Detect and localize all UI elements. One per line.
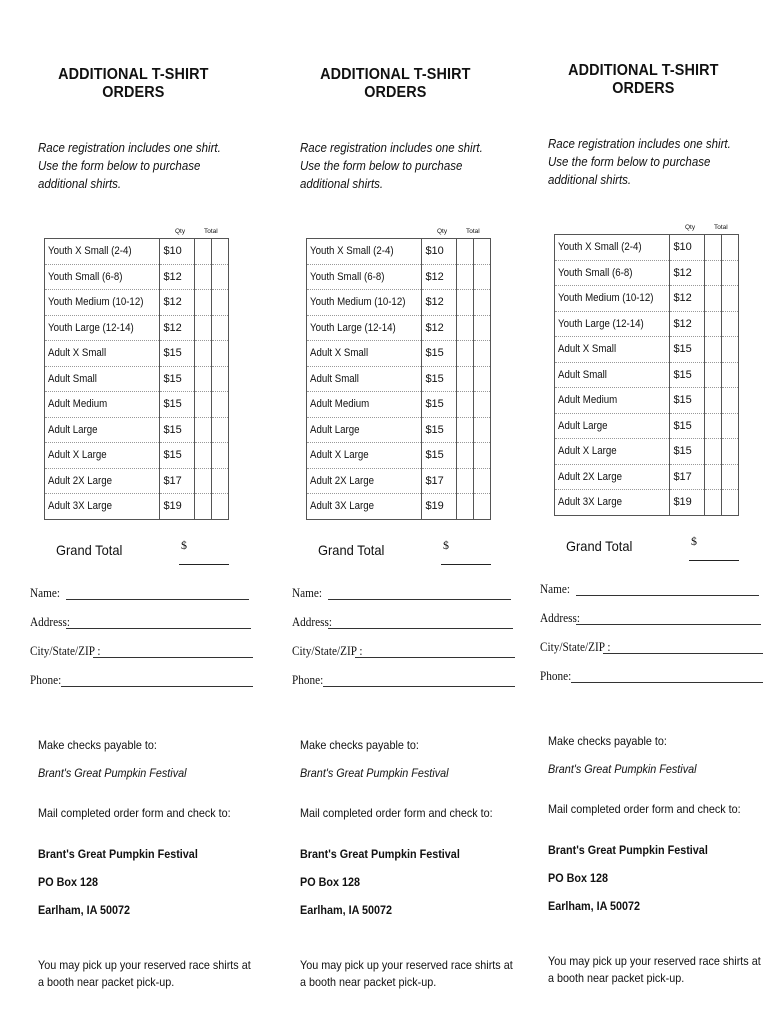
size-label: Adult Large bbox=[558, 419, 608, 432]
mail-to-label: Mail completed order form and check to: bbox=[38, 805, 231, 820]
total-input-cell[interactable] bbox=[473, 417, 490, 443]
grand-total-currency: $ bbox=[691, 533, 697, 548]
size-label: Youth X Small (2-4) bbox=[310, 245, 394, 258]
qty-input-cell[interactable] bbox=[194, 417, 211, 443]
intro-text: Race registration includes one shirt. Use the form below to purchase additional shirts. bbox=[38, 141, 221, 191]
grand-total-currency: $ bbox=[181, 537, 187, 552]
price-cell: $15 bbox=[670, 388, 704, 414]
table-row bbox=[45, 341, 229, 367]
checks-payable-label: Make checks payable to: bbox=[300, 737, 419, 752]
mail-address-line-2: PO Box 128 bbox=[548, 870, 609, 885]
total-input-cell[interactable] bbox=[721, 311, 738, 337]
grand-total-input-line[interactable] bbox=[441, 564, 491, 565]
phone-input-line[interactable] bbox=[61, 686, 253, 687]
price-cell: $12 bbox=[160, 315, 194, 341]
address-input-line[interactable] bbox=[576, 624, 761, 625]
price-cell: $19 bbox=[160, 494, 194, 520]
total-input-cell[interactable] bbox=[211, 392, 228, 418]
phone-label: Phone: bbox=[30, 672, 62, 687]
price-cell: $15 bbox=[422, 366, 456, 392]
table-row bbox=[45, 468, 229, 494]
size-price-table bbox=[554, 234, 739, 516]
grand-total-input-line[interactable] bbox=[689, 560, 739, 561]
price-cell: $10 bbox=[670, 235, 704, 261]
price-cell: $15 bbox=[160, 392, 194, 418]
total-input-cell[interactable] bbox=[721, 464, 738, 490]
price-cell: $15 bbox=[422, 392, 456, 418]
table-row bbox=[555, 337, 739, 363]
total-input-cell[interactable] bbox=[211, 417, 228, 443]
qty-input-cell[interactable] bbox=[456, 264, 473, 290]
total-input-cell[interactable] bbox=[721, 260, 738, 286]
grand-total-label: Grand Total bbox=[566, 537, 633, 554]
table-row bbox=[555, 464, 739, 490]
size-label: Youth X Small (2-4) bbox=[48, 245, 132, 258]
size-cell bbox=[45, 494, 160, 520]
mail-address-line-3: Earlham, IA 50072 bbox=[300, 902, 393, 917]
price-cell: $15 bbox=[422, 341, 456, 367]
table-row bbox=[555, 286, 739, 312]
size-label: Adult 3X Large bbox=[48, 500, 113, 513]
total-input-cell[interactable] bbox=[473, 392, 490, 418]
grand-total-currency: $ bbox=[443, 537, 449, 552]
size-label: Adult Medium bbox=[48, 398, 108, 411]
qty-column-header: Qty bbox=[175, 228, 186, 235]
size-cell bbox=[555, 439, 670, 465]
price-cell: $17 bbox=[422, 468, 456, 494]
size-cell bbox=[307, 468, 422, 494]
total-input-cell[interactable] bbox=[473, 341, 490, 367]
size-cell bbox=[307, 366, 422, 392]
size-label: Youth X Small (2-4) bbox=[558, 241, 642, 254]
qty-input-cell[interactable] bbox=[456, 417, 473, 443]
qty-input-cell[interactable] bbox=[456, 468, 473, 494]
size-cell bbox=[45, 392, 160, 418]
payee-name: Brant's Great Pumpkin Festival bbox=[38, 765, 187, 780]
price-cell: $15 bbox=[160, 366, 194, 392]
qty-input-cell[interactable] bbox=[456, 392, 473, 418]
size-label: Adult 2X Large bbox=[558, 470, 623, 483]
price-cell: $12 bbox=[422, 315, 456, 341]
qty-input-cell[interactable] bbox=[704, 311, 721, 337]
name-input-line[interactable] bbox=[328, 599, 511, 600]
price-cell: $15 bbox=[160, 443, 194, 469]
size-cell bbox=[555, 235, 670, 261]
mail-to-label: Mail completed order form and check to: bbox=[548, 801, 741, 816]
size-label: Adult 3X Large bbox=[558, 496, 623, 509]
checks-payable-label: Make checks payable to: bbox=[38, 737, 157, 752]
price-cell: $15 bbox=[670, 337, 704, 363]
size-cell bbox=[45, 290, 160, 316]
total-input-cell[interactable] bbox=[211, 315, 228, 341]
size-cell bbox=[45, 468, 160, 494]
size-label: Youth Small (6-8) bbox=[48, 270, 123, 283]
total-input-cell[interactable] bbox=[721, 337, 738, 363]
total-input-cell[interactable] bbox=[721, 490, 738, 516]
total-column-header: Total bbox=[714, 224, 728, 231]
size-cell bbox=[45, 264, 160, 290]
payment-info bbox=[548, 734, 770, 987]
total-input-cell[interactable] bbox=[721, 413, 738, 439]
city-state-zip-label: City/State/ZIP : bbox=[292, 643, 363, 658]
contact-fields bbox=[292, 580, 535, 696]
price-cell: $17 bbox=[670, 464, 704, 490]
table-row bbox=[307, 290, 491, 316]
size-label: Adult Medium bbox=[558, 394, 618, 407]
table-row bbox=[555, 439, 739, 465]
form-title: ADDITIONAL T-SHIRT ORDERS bbox=[568, 62, 719, 97]
address-field bbox=[30, 609, 273, 638]
table-row bbox=[307, 494, 491, 520]
table-row bbox=[45, 239, 229, 265]
contact-fields bbox=[540, 576, 770, 692]
payee-name: Brant's Great Pumpkin Festival bbox=[548, 761, 697, 776]
order-form-panel-3 bbox=[540, 62, 770, 987]
city-state-zip-input-line[interactable] bbox=[355, 657, 515, 658]
size-cell bbox=[555, 286, 670, 312]
size-cell bbox=[555, 413, 670, 439]
phone-label: Phone: bbox=[292, 672, 324, 687]
table-row bbox=[555, 260, 739, 286]
intro-text: Race registration includes one shirt. Use the form below to purchase additional shirts. bbox=[548, 137, 731, 187]
total-input-cell[interactable] bbox=[721, 388, 738, 414]
table-row bbox=[307, 468, 491, 494]
size-label: Youth Large (12-14) bbox=[558, 317, 644, 330]
total-input-cell[interactable] bbox=[211, 239, 228, 265]
table-header bbox=[38, 224, 273, 238]
name-label: Name: bbox=[540, 581, 570, 596]
name-field bbox=[30, 580, 273, 609]
price-cell: $17 bbox=[160, 468, 194, 494]
table-row bbox=[45, 315, 229, 341]
payee-name: Brant's Great Pumpkin Festival bbox=[300, 765, 449, 780]
name-input-line[interactable] bbox=[66, 599, 249, 600]
pickup-note: You may pick up your reserved race shirts at a booth near packet pick-up. bbox=[300, 957, 513, 989]
qty-column-header: Qty bbox=[437, 228, 448, 235]
qty-input-cell[interactable] bbox=[704, 337, 721, 363]
form-title: ADDITIONAL T-SHIRT ORDERS bbox=[320, 66, 471, 101]
size-label: Adult X Large bbox=[310, 449, 369, 462]
qty-input-cell[interactable] bbox=[704, 286, 721, 312]
total-input-cell[interactable] bbox=[473, 468, 490, 494]
size-cell bbox=[307, 417, 422, 443]
city-state-zip-label: City/State/ZIP : bbox=[540, 639, 611, 654]
size-cell bbox=[45, 366, 160, 392]
table-row bbox=[45, 443, 229, 469]
grand-total-row bbox=[38, 538, 273, 578]
qty-column-header: Qty bbox=[685, 224, 696, 231]
qty-input-cell[interactable] bbox=[194, 366, 211, 392]
size-cell bbox=[555, 464, 670, 490]
price-cell: $12 bbox=[422, 290, 456, 316]
size-label: Adult Small bbox=[48, 372, 97, 385]
size-label: Adult X Small bbox=[48, 347, 107, 360]
price-cell: $10 bbox=[422, 239, 456, 265]
qty-input-cell[interactable] bbox=[456, 290, 473, 316]
size-cell bbox=[45, 341, 160, 367]
size-label: Youth Medium (10-12) bbox=[558, 292, 654, 305]
qty-input-cell[interactable] bbox=[194, 468, 211, 494]
city-state-zip-field bbox=[540, 634, 770, 663]
qty-input-cell[interactable] bbox=[704, 362, 721, 388]
payment-info bbox=[38, 738, 273, 991]
size-label: Youth Medium (10-12) bbox=[48, 296, 144, 309]
qty-input-cell[interactable] bbox=[194, 264, 211, 290]
size-label: Adult X Small bbox=[558, 343, 617, 356]
price-cell: $15 bbox=[422, 417, 456, 443]
qty-input-cell[interactable] bbox=[456, 341, 473, 367]
size-label: Adult Medium bbox=[310, 398, 370, 411]
size-cell bbox=[45, 239, 160, 265]
size-label: Adult X Small bbox=[310, 347, 369, 360]
total-input-cell[interactable] bbox=[721, 286, 738, 312]
total-input-cell[interactable] bbox=[211, 366, 228, 392]
name-input-line[interactable] bbox=[576, 595, 759, 596]
qty-input-cell[interactable] bbox=[456, 315, 473, 341]
name-label: Name: bbox=[30, 585, 60, 600]
qty-input-cell[interactable] bbox=[704, 413, 721, 439]
table-row bbox=[45, 494, 229, 520]
table-row bbox=[45, 264, 229, 290]
qty-input-cell[interactable] bbox=[194, 494, 211, 520]
size-label: Youth Large (12-14) bbox=[48, 321, 134, 334]
size-label: Adult Large bbox=[48, 423, 98, 436]
address-input-line[interactable] bbox=[66, 628, 251, 629]
table-row bbox=[555, 362, 739, 388]
price-cell: $19 bbox=[670, 490, 704, 516]
address-label: Address: bbox=[292, 614, 333, 629]
mail-address-line-2: PO Box 128 bbox=[300, 874, 361, 889]
price-cell: $12 bbox=[422, 264, 456, 290]
price-cell: $12 bbox=[670, 286, 704, 312]
form-title: ADDITIONAL T-SHIRT ORDERS bbox=[58, 66, 209, 101]
name-label: Name: bbox=[292, 585, 322, 600]
qty-input-cell[interactable] bbox=[194, 315, 211, 341]
qty-input-cell[interactable] bbox=[194, 392, 211, 418]
total-input-cell[interactable] bbox=[473, 366, 490, 392]
size-label: Adult 2X Large bbox=[48, 474, 113, 487]
size-label: Youth Medium (10-12) bbox=[310, 296, 406, 309]
total-input-cell[interactable] bbox=[473, 264, 490, 290]
qty-input-cell[interactable] bbox=[704, 439, 721, 465]
total-input-cell[interactable] bbox=[211, 264, 228, 290]
grand-total-row bbox=[300, 538, 535, 578]
table-row bbox=[45, 366, 229, 392]
size-cell bbox=[555, 362, 670, 388]
size-cell bbox=[307, 341, 422, 367]
pickup-note: You may pick up your reserved race shirts at a booth near packet pick-up. bbox=[38, 957, 251, 989]
order-form-panel-2 bbox=[292, 66, 535, 991]
total-input-cell[interactable] bbox=[211, 443, 228, 469]
grand-total-label: Grand Total bbox=[56, 541, 123, 558]
table-row bbox=[307, 239, 491, 265]
size-cell bbox=[555, 388, 670, 414]
table-row bbox=[555, 413, 739, 439]
table-row bbox=[307, 315, 491, 341]
total-input-cell[interactable] bbox=[721, 235, 738, 261]
city-state-zip-input-line[interactable] bbox=[93, 657, 253, 658]
payment-info bbox=[300, 738, 535, 991]
table-row bbox=[555, 490, 739, 516]
phone-field bbox=[30, 667, 273, 696]
price-cell: $12 bbox=[670, 311, 704, 337]
table-row bbox=[555, 311, 739, 337]
size-label: Adult Small bbox=[558, 368, 607, 381]
total-input-cell[interactable] bbox=[473, 443, 490, 469]
address-input-line[interactable] bbox=[328, 628, 513, 629]
size-label: Adult Large bbox=[310, 423, 360, 436]
qty-input-cell[interactable] bbox=[194, 341, 211, 367]
phone-input-line[interactable] bbox=[571, 682, 763, 683]
size-label: Youth Small (6-8) bbox=[310, 270, 385, 283]
table-header bbox=[548, 220, 770, 234]
city-state-zip-field bbox=[292, 638, 535, 667]
table-row bbox=[307, 392, 491, 418]
table-row bbox=[307, 417, 491, 443]
address-label: Address: bbox=[30, 614, 71, 629]
qty-input-cell[interactable] bbox=[456, 239, 473, 265]
table-row bbox=[307, 341, 491, 367]
total-input-cell[interactable] bbox=[721, 362, 738, 388]
qty-input-cell[interactable] bbox=[194, 290, 211, 316]
qty-input-cell[interactable] bbox=[194, 239, 211, 265]
table-header bbox=[300, 224, 535, 238]
price-cell: $12 bbox=[160, 264, 194, 290]
size-cell bbox=[307, 264, 422, 290]
total-input-cell[interactable] bbox=[211, 494, 228, 520]
mail-address-line-3: Earlham, IA 50072 bbox=[548, 898, 641, 913]
price-cell: $15 bbox=[422, 443, 456, 469]
pickup-note: You may pick up your reserved race shirts at a booth near packet pick-up. bbox=[548, 953, 761, 985]
price-cell: $12 bbox=[670, 260, 704, 286]
total-input-cell[interactable] bbox=[473, 290, 490, 316]
table-row bbox=[307, 443, 491, 469]
size-label: Adult 3X Large bbox=[310, 500, 375, 513]
table-row bbox=[307, 366, 491, 392]
name-field bbox=[292, 580, 535, 609]
total-input-cell[interactable] bbox=[211, 468, 228, 494]
size-cell bbox=[45, 443, 160, 469]
qty-input-cell[interactable] bbox=[704, 490, 721, 516]
phone-field bbox=[292, 667, 535, 696]
phone-input-line[interactable] bbox=[323, 686, 515, 687]
checks-payable-label: Make checks payable to: bbox=[548, 733, 667, 748]
price-cell: $10 bbox=[160, 239, 194, 265]
qty-input-cell[interactable] bbox=[456, 366, 473, 392]
size-cell bbox=[307, 494, 422, 520]
table-row bbox=[307, 264, 491, 290]
address-field bbox=[540, 605, 770, 634]
total-column-header: Total bbox=[466, 228, 480, 235]
size-cell bbox=[307, 290, 422, 316]
price-cell: $15 bbox=[160, 341, 194, 367]
size-label: Youth Small (6-8) bbox=[558, 266, 633, 279]
size-cell bbox=[45, 315, 160, 341]
size-cell bbox=[555, 490, 670, 516]
price-cell: $15 bbox=[670, 362, 704, 388]
size-label: Youth Large (12-14) bbox=[310, 321, 396, 334]
size-cell bbox=[307, 443, 422, 469]
qty-input-cell[interactable] bbox=[456, 443, 473, 469]
address-field bbox=[292, 609, 535, 638]
phone-label: Phone: bbox=[540, 668, 572, 683]
qty-input-cell[interactable] bbox=[704, 260, 721, 286]
mail-address-line-1: Brant's Great Pumpkin Festival bbox=[38, 846, 198, 861]
size-label: Adult X Large bbox=[558, 445, 617, 458]
mail-address-line-1: Brant's Great Pumpkin Festival bbox=[548, 842, 708, 857]
order-form-panel-1 bbox=[30, 66, 273, 991]
price-cell: $15 bbox=[670, 439, 704, 465]
intro-text: Race registration includes one shirt. Use the form below to purchase additional shirts. bbox=[300, 141, 483, 191]
city-state-zip-field bbox=[30, 638, 273, 667]
size-cell bbox=[555, 260, 670, 286]
size-cell bbox=[555, 311, 670, 337]
total-input-cell[interactable] bbox=[721, 439, 738, 465]
table-row bbox=[45, 392, 229, 418]
grand-total-label: Grand Total bbox=[318, 541, 385, 558]
size-cell bbox=[45, 417, 160, 443]
price-cell: $15 bbox=[670, 413, 704, 439]
total-column-header: Total bbox=[204, 228, 218, 235]
name-field bbox=[540, 576, 770, 605]
address-label: Address: bbox=[540, 610, 581, 625]
size-label: Adult X Large bbox=[48, 449, 107, 462]
size-label: Adult 2X Large bbox=[310, 474, 375, 487]
qty-input-cell[interactable] bbox=[704, 388, 721, 414]
city-state-zip-input-line[interactable] bbox=[603, 653, 763, 654]
city-state-zip-label: City/State/ZIP : bbox=[30, 643, 101, 658]
mail-address-line-3: Earlham, IA 50072 bbox=[38, 902, 131, 917]
qty-input-cell[interactable] bbox=[704, 464, 721, 490]
size-price-table bbox=[44, 238, 229, 520]
table-row bbox=[555, 235, 739, 261]
price-cell: $19 bbox=[422, 494, 456, 520]
phone-field bbox=[540, 663, 770, 692]
mail-to-label: Mail completed order form and check to: bbox=[300, 805, 493, 820]
grand-total-row bbox=[548, 534, 770, 574]
table-row bbox=[555, 388, 739, 414]
mail-address-line-1: Brant's Great Pumpkin Festival bbox=[300, 846, 460, 861]
total-input-cell[interactable] bbox=[473, 494, 490, 520]
size-cell bbox=[555, 337, 670, 363]
total-input-cell[interactable] bbox=[211, 290, 228, 316]
qty-input-cell[interactable] bbox=[194, 443, 211, 469]
contact-fields bbox=[30, 580, 273, 696]
total-input-cell[interactable] bbox=[473, 315, 490, 341]
total-input-cell[interactable] bbox=[211, 341, 228, 367]
price-cell: $12 bbox=[160, 290, 194, 316]
mail-address-line-2: PO Box 128 bbox=[38, 874, 99, 889]
size-cell bbox=[307, 239, 422, 265]
total-input-cell[interactable] bbox=[473, 239, 490, 265]
grand-total-input-line[interactable] bbox=[179, 564, 229, 565]
size-cell bbox=[307, 392, 422, 418]
table-row bbox=[45, 417, 229, 443]
table-row bbox=[45, 290, 229, 316]
size-label: Adult Small bbox=[310, 372, 359, 385]
size-cell bbox=[307, 315, 422, 341]
size-price-table bbox=[306, 238, 491, 520]
price-cell: $15 bbox=[160, 417, 194, 443]
qty-input-cell[interactable] bbox=[456, 494, 473, 520]
qty-input-cell[interactable] bbox=[704, 235, 721, 261]
